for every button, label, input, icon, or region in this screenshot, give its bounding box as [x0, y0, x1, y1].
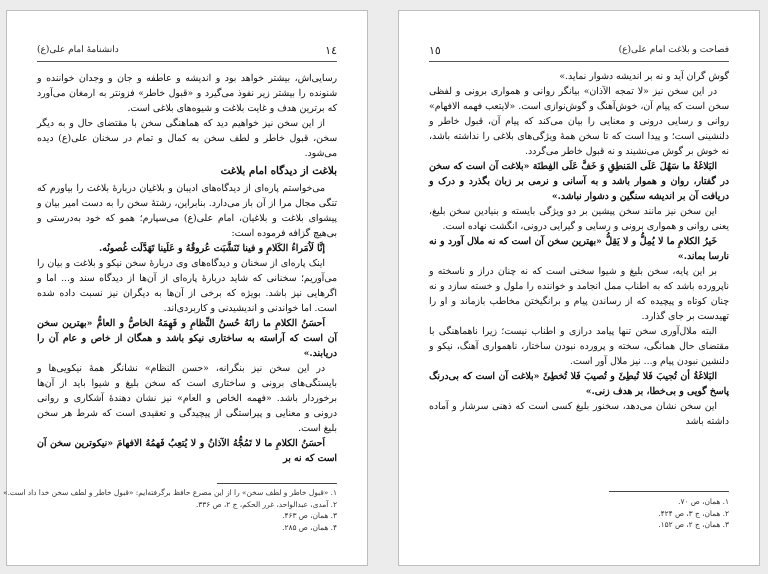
- footnote-divider: [609, 491, 729, 492]
- page-number: ١٤: [325, 44, 337, 57]
- running-title: فصاحت و بلاغت امام علی(ع): [618, 45, 729, 55]
- paragraph: البته ملال‌آوری سخن تنها پیامد درازی و اطناب نیست؛ زیرا ناهماهنگی با مقتضای حال همانگی، سخته و پرورده نبودن ساختار، ناهمواری آهنگ، نیکو و دلنشین نبودن پیام و... نیز ملال آور است.: [429, 326, 729, 367]
- footnote: ٣. همان، ج ٢، ص ١۵٢.: [658, 520, 729, 529]
- paragraph: اینک پاره‌ای از سخنان و دیدگاه‌های وی دربارهٔ سخن نیکو و بلاغت و بیان را می‌آوریم؛ سخنانی که شاید دربارهٔ پاره‌ای از آن‌ها از دیدگاه سند و... اما و اگرهایی نیز باشد. بویژه که برخی از آن‌ها به دیگران نیز نسبت داده شده است. اما خواندنی و اندیشیدنی و کاربردی‌اند.: [37, 258, 337, 314]
- quote-paragraph: البَلاغَةُ ما سَهُلَ عَلَی المَنطِقِ وَ خَفَّ عَلَی الفِطنَة «بلاغت آن است که سخن در گفتار، روان و هموار باشد و به آسانی و نرمی بر زبان بگذرد و درک و دریافت آن بر اندیشه سنگین و دشوار نباشد.»: [429, 161, 729, 202]
- page-number: ١٥: [429, 44, 441, 57]
- right-page: [398, 10, 760, 566]
- running-title: دانشنامهٔ امام علی(ع): [37, 45, 119, 55]
- page-header: [429, 43, 729, 62]
- quote-paragraph: البَلاغَةُ أن تُجیبَ فَلا تُبطِئَ و تُصیبَ فَلا تُخطِئَ «بلاغت آن است که بی‌درنگ پاسخ گویی و بی‌خطا، بر هدف زنی.»: [429, 371, 729, 397]
- page-body: [37, 71, 337, 479]
- footnote: ٢. آمدی، عبدالواحد، غرر الحکم، ج ٢، ص ٣٣۶.: [195, 499, 337, 509]
- quote-paragraph: اَحسَنُ الکلامِ ما زانَهُ حُسنُ النِّظامِ و فَهِمَهُ الخاصُّ و العامُّ «بهترین سخن آن است که آراسته به ساختاری نیکو باشد و همگان از خاص و عام آن را دریابند.»: [37, 318, 337, 359]
- footnote: ١. «قبول خاطر و لطف سخن» را از این مصرع حافظ برگرفته‌ایم: «قبول خاطر و لطف سخن خدا داد است.»: [3, 488, 337, 497]
- paragraph: بر این پایه، سخن بلیغ و شیوا سخنی است که نه چنان دراز و ناسخته و ناپرورده باشد که به اطناب ممل انجامد و خواننده را ملول و خسته سازد و نه چنان کوتاه و پیچیده که از رساندن پیام و برانگیختن مخاطب بازماند و او را تهیدست بر جای گذارد.: [429, 266, 729, 322]
- page-body: [429, 69, 729, 479]
- paragraph: رسایی‌اش، بیشتر خواهد بود و اندیشه و عاطفه و جان و وجدان خواننده و شنونده را بیشتر زیر نفوذ می‌گیرد و «قبول خاطر» فزونتر به ارمغان می‌آورد که برترین هدف و غایت بلاغت و شیوه‌های بلاغی است.: [37, 73, 337, 114]
- quote-paragraph: اَحسَنُ الکلامِ ما لا تَمُجُّهُ الآذانُ و لا یُتعِبُ فَهمُهُ الافهامَ «نیکوترین سخن آن است که نه بر: [37, 438, 337, 464]
- paragraph: از این سخن نیز خواهیم دید که هماهنگی سخن با مقتضای حال و به دیگر سخن، قبول خاطر و لطف سخن به کمال و تمام در سخنان علی(ع) دیده می‌شود.: [37, 118, 337, 159]
- quote-paragraph: إنَّا لَاُمَراءُ الکَلامِ و فینا تَنَشَّبَت عُروقُهُ و عَلَینا تَهَدَّلَت غُصونُه.: [99, 243, 325, 254]
- left-page: [3, 10, 368, 566]
- quote-paragraph: خَیرُ الکلامِ ما لا یُمِلُّ و لا یَقِلُّ «بهترین سخن آن است که نه ملال آورد و نه نارسا بماند.»: [429, 236, 729, 262]
- footnote: ٣. همان، ص ۴۶٣.: [282, 511, 337, 520]
- paragraph: می‌خواستم پاره‌ای از دیدگاه‌های ادیبان و بلاغیان دربارهٔ بلاغت را بیاورم که تنگی مجال مرا از آن باز می‌دارد. بنابراین، رشتهٔ سخن را به دست امیر بیان و پیشوای بلاغت و بلاغیان، امام علی(ع) می‌سپارم؛ همو که خود به‌درستی و بی‌هیچ گزافه فرموده است:: [37, 183, 337, 239]
- paragraph: گوش گران آید و نه بر اندیشه دشوار نماید.»: [559, 71, 729, 82]
- paragraph: در این سخن نیز بنگرانه، «حسن النظام» نشانگر همهٔ نیکویی‌ها و بایستگی‌های برونی و ساختاری است که سخن بلیغ و شیوا باید از آن‌ها برخوردار باشد. «فهمه الخاص و العام» نیز نشان دهندهٔ آشکاری و روانی درونی و معنایی و پیراستگی از پیچیدگی و تعقیدی است که شرط هر سخن بلیغ است.: [37, 363, 337, 434]
- footnote-divider: [217, 483, 337, 484]
- footnote: ۴. همان، ص ٢٨۵.: [282, 522, 337, 532]
- paragraph: این سخن نیز مانند سخن پیشین بر دو ویژگی بایسته و بنیادین سخن بلیغ، یعنی روانی و همواری برونی و رسایی و گیرایی درونی، انگشت نهاده است.: [429, 206, 729, 232]
- footnote: ٢. همان، ج ٣، ص ۴٢۴.: [658, 508, 729, 518]
- paragraph: این سخن نشان می‌دهد، سخنور بلیغ کسی است که ذهنی سرشار و آماده داشته باشد: [429, 401, 729, 427]
- paragraph: در این سخن نیز «لا تمجه الآذان» بیانگر روانی و همواری برونی و لفظی سخن است که پیام آن، خوش‌آهنگ و گوش‌نوازی است. «لایتعب فهمه الافهام» روانی و رسایی درونی و معنایی را بیان می‌کند که پیام آن، قبول خاطر و دلنشینی است؛ و پیدا است که تا سخن همهٔ ویژگی‌های بلاغی را نداشته باشد، نه خوش بر گوش می‌نشیند و نه قبول خاطر می‌گردد.: [429, 86, 729, 157]
- footnote: ١. همان، ص ٧٠.: [678, 497, 729, 506]
- page-header: [37, 43, 337, 62]
- section-heading: بلاغت از دیدگاه امام بلاغت: [220, 165, 337, 177]
- footnotes: [3, 487, 337, 533]
- footnotes: [429, 496, 729, 531]
